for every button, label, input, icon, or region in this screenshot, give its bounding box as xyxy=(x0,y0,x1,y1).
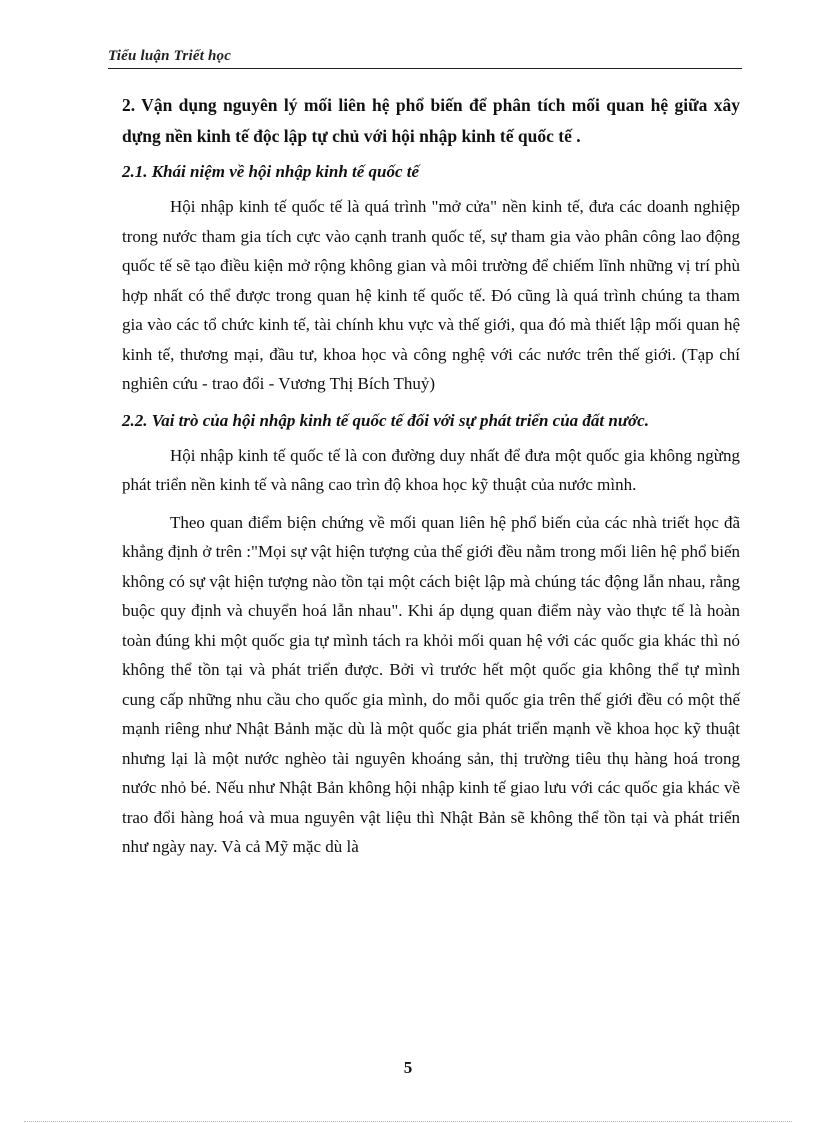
paragraph: Hội nhập kinh tế quốc tế là con đường duy nhất để đưa một quốc gia không ngừng phát triển nền kinh tế và nâng cao trìn độ khoa học kỹ thuật của nước mình. xyxy=(122,445,740,494)
page-number: 5 xyxy=(403,1058,413,1077)
header-title: Tiểu luận Triết học xyxy=(108,48,232,64)
paragraph: Theo quan điểm biện chứng về mối quan liên hệ phổ biến của các nhà triết học đã khẳng định ở trên :"Mọi sự vật hiện tượng của thế giới đều nằm trong mối liên hệ phổ biến không có sự vật hiện tượng nào tồn tại một cách biệt lập mà chúng tác động lẫn nhau, rằng buộc quy định và chuyển hoá lẫn nhau". Khi áp dụng quan điểm này vào thực tế là hoàn toàn đúng khi một quốc gia tự mình tách ra khỏi mối quan hệ với các quốc gia khác thì nó không thể tồn tại và phát triển được. Bởi vì trước hết một quốc gia không thể tự mình cung cấp những nhu cầu cho quốc gia mình, do mỗi quốc gia trên thế giới đều có một thế mạnh riêng như Nhật Bảnh mặc dù là một quốc gia phát triển mạnh về khoa học kỹ thuật nhưng lại là một nước nghèo tài nguyên khoáng sản, thị trường tiêu thụ hàng hoá trong nước nhỏ bé. Nếu như Nhật Bản không hội nhập kinh tế giao lưu với các quốc gia khác về trao đổi hàng hoá và mua nguyên vật liệu thì Nhật Bản sẽ không thể tồn tại và phát triển như ngày nay. Và cả Mỹ mặc dù là xyxy=(122,512,740,856)
subsection-2-heading: 2.2. Vai trò của hội nhập kinh tế quốc tế đối với sự phát triển của đất nước. xyxy=(122,410,649,430)
page-header xyxy=(108,48,742,69)
document-body xyxy=(122,90,740,870)
page-bottom-divider xyxy=(24,1121,792,1122)
section-heading: 2. Vận dụng nguyên lý mối liên hệ phổ biến để phân tích mối quan hệ giữa xây dựng nền kinh tế độc lập tự chủ với hội nhập kinh tế quốc tế . xyxy=(122,95,740,146)
paragraph: Hội nhập kinh tế quốc tế là quá trình "mở cửa" nền kinh tế, đưa các doanh nghiệp trong nước tham gia tích cực vào cạnh tranh quốc tế, sự tham gia vào phân công lao động quốc tế sẽ tạo điều kiện mở rộng không gian và môi trường để chiếm lĩnh những vị trí phù hợp nhất có thể được trong quan hệ kinh tế quốc tế. Đó cũng là quá trình chúng ta tham gia vào các tổ chức kinh tế, tài chính khu vực và thế giới, qua đó mà thiết lập mối quan hệ kinh tế, thương mại, đầu tư, khoa học và công nghệ với các nước trên thế giới. (Tạp chí nghiên cứu - trao đổi - Vương Thị Bích Thuỷ) xyxy=(122,197,740,393)
subsection-1-heading: 2.1. Khái niệm về hội nhập kinh tế quốc tế xyxy=(122,162,420,181)
